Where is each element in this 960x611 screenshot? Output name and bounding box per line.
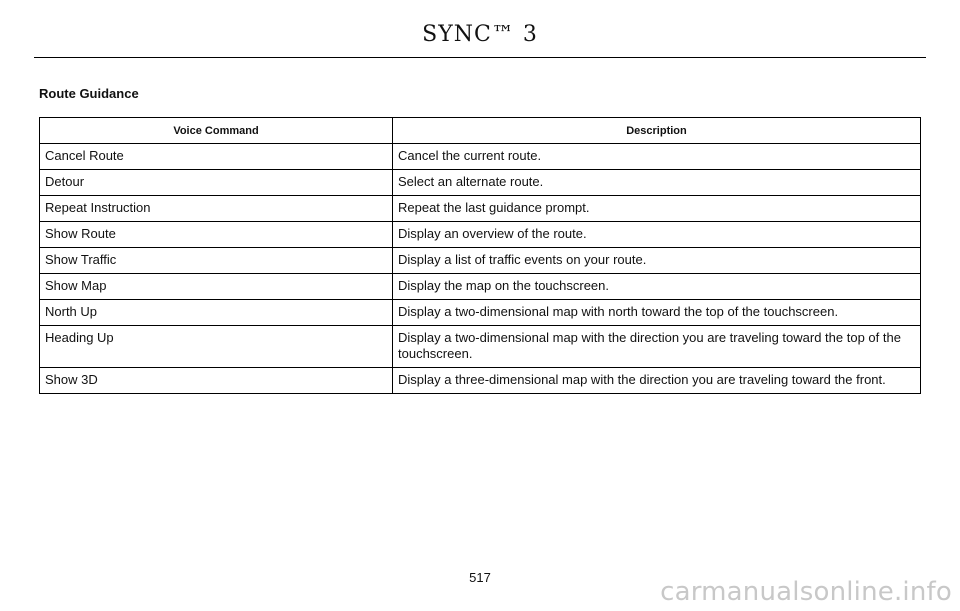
command-cell: Show Map: [40, 274, 393, 300]
table-row: [40, 326, 921, 368]
section-title: Route Guidance: [39, 86, 139, 101]
command-cell: Show Route: [40, 222, 393, 248]
page-header-title: SYNC™ 3: [422, 22, 538, 47]
description-cell: Cancel the current route.: [393, 144, 921, 170]
description-cell: Display an overview of the route.: [393, 222, 921, 248]
description-cell: Select an alternate route.: [393, 170, 921, 196]
command-cell: Cancel Route: [40, 144, 393, 170]
command-cell: Repeat Instruction: [40, 196, 393, 222]
command-cell: Show 3D: [40, 368, 393, 394]
command-cell: Show Traffic: [40, 248, 393, 274]
table-row: [40, 222, 921, 248]
command-cell: North Up: [40, 300, 393, 326]
description-cell: Repeat the last guidance prompt.: [393, 196, 921, 222]
description-cell: Display a three-dimensional map with the direction you are traveling toward the front.: [393, 368, 921, 394]
table-row: [40, 196, 921, 222]
table-row: [40, 274, 921, 300]
column-header-description: Description: [393, 118, 921, 144]
header-divider: [34, 57, 926, 58]
table-row: [40, 300, 921, 326]
description-cell: Display the map on the touchscreen.: [393, 274, 921, 300]
voice-command-table: [39, 117, 921, 394]
table-row: [40, 170, 921, 196]
command-cell: Heading Up: [40, 326, 393, 368]
description-cell: Display a two-dimensional map with the direction you are traveling toward the top of the touchscreen.: [393, 326, 921, 368]
description-cell: Display a list of traffic events on your route.: [393, 248, 921, 274]
table-header-row: [40, 118, 921, 144]
table-row: [40, 368, 921, 394]
table-row: [40, 248, 921, 274]
column-header-voice-command: Voice Command: [40, 118, 393, 144]
command-cell: Detour: [40, 170, 393, 196]
page-number: 517: [469, 570, 491, 585]
table-row: [40, 144, 921, 170]
description-cell: Display a two-dimensional map with north toward the top of the touchscreen.: [393, 300, 921, 326]
watermark: carmanualsonline.info: [660, 577, 952, 607]
